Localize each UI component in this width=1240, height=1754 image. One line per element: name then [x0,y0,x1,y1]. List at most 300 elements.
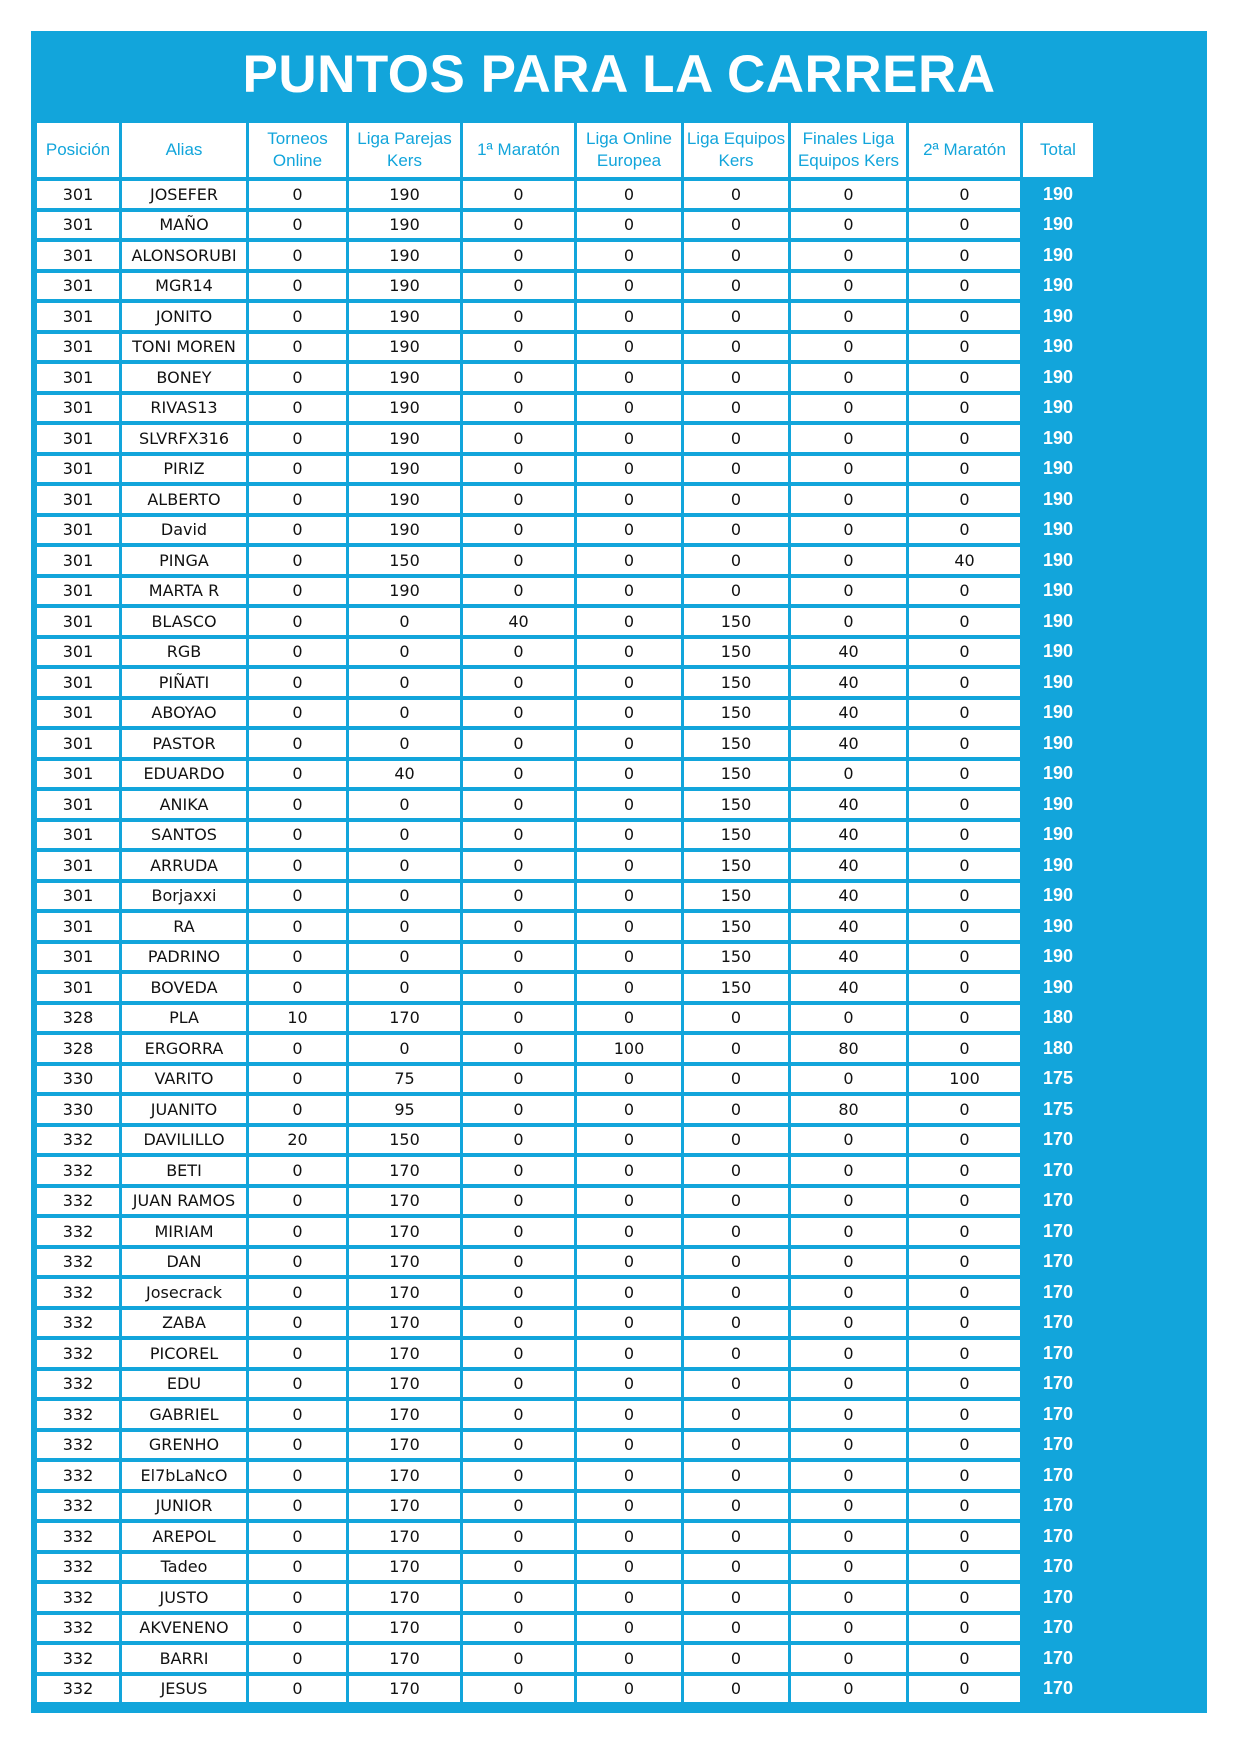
cell-total: 190 [1023,425,1093,452]
cell-posicion: 332 [37,1279,119,1306]
cell-finales-liga-equipos-kers: 0 [791,1310,906,1337]
cell-total: 170 [1023,1462,1093,1489]
cell-liga-parejas-kers: 190 [349,303,460,330]
cell-total: 170 [1023,1554,1093,1581]
cell-finales-liga-equipos-kers: 0 [791,212,906,239]
table-row [37,486,1093,513]
table-row [37,1188,1093,1215]
cell-liga-parejas-kers: 0 [349,791,460,818]
table-row [37,242,1093,269]
cell-torneos-online: 0 [249,1310,346,1337]
table-row [37,1035,1093,1062]
cell-liga-equipos-kers: 150 [684,669,788,696]
table-row [37,974,1093,1001]
table-row [37,1279,1093,1306]
cell-liga-online-europea: 0 [577,1432,681,1459]
cell-torneos-online: 0 [249,1523,346,1550]
cell-finales-liga-equipos-kers: 0 [791,1676,906,1703]
cell-2-maraton: 0 [909,669,1020,696]
cell-alias: MIRIAM [122,1218,246,1245]
cell-liga-online-europea: 0 [577,303,681,330]
cell-total: 190 [1023,852,1093,879]
cell-alias: GRENHO [122,1432,246,1459]
cell-liga-parejas-kers: 170 [349,1493,460,1520]
cell-1-maraton: 0 [463,1584,574,1611]
cell-alias: MAÑO [122,212,246,239]
header-alias: Alias [122,123,246,177]
cell-liga-parejas-kers: 190 [349,212,460,239]
cell-liga-parejas-kers: 0 [349,852,460,879]
cell-torneos-online: 0 [249,1584,346,1611]
cell-finales-liga-equipos-kers: 0 [791,456,906,483]
cell-liga-online-europea: 0 [577,1371,681,1398]
cell-liga-online-europea: 0 [577,1279,681,1306]
cell-2-maraton: 0 [909,1493,1020,1520]
cell-liga-online-europea: 0 [577,517,681,544]
cell-2-maraton: 40 [909,547,1020,574]
cell-finales-liga-equipos-kers: 0 [791,1615,906,1642]
cell-finales-liga-equipos-kers: 40 [791,791,906,818]
cell-liga-parejas-kers: 75 [349,1066,460,1093]
cell-liga-online-europea: 0 [577,761,681,788]
table-row [37,608,1093,635]
table-row [37,1096,1093,1123]
table-row [37,456,1093,483]
cell-2-maraton: 0 [909,1188,1020,1215]
cell-total: 170 [1023,1523,1093,1550]
table-row [37,1462,1093,1489]
cell-liga-equipos-kers: 0 [684,181,788,208]
cell-alias: ALBERTO [122,486,246,513]
cell-liga-equipos-kers: 0 [684,425,788,452]
cell-alias: PIÑATI [122,669,246,696]
cell-posicion: 301 [37,212,119,239]
table-row [37,273,1093,300]
cell-finales-liga-equipos-kers: 0 [791,334,906,361]
cell-alias: El7bLaNcO [122,1462,246,1489]
cell-posicion: 301 [37,852,119,879]
cell-liga-equipos-kers: 150 [684,791,788,818]
cell-liga-parejas-kers: 0 [349,639,460,666]
cell-posicion: 301 [37,669,119,696]
header-torneos-online: Torneos Online [249,123,346,177]
cell-liga-equipos-kers: 0 [684,1188,788,1215]
cell-total: 175 [1023,1096,1093,1123]
cell-liga-equipos-kers: 0 [684,1645,788,1672]
table-row [37,1249,1093,1276]
cell-finales-liga-equipos-kers: 0 [791,1157,906,1184]
cell-2-maraton: 0 [909,1157,1020,1184]
cell-posicion: 332 [37,1157,119,1184]
cell-liga-online-europea: 0 [577,1005,681,1032]
cell-posicion: 332 [37,1127,119,1154]
cell-2-maraton: 0 [909,1310,1020,1337]
cell-2-maraton: 0 [909,486,1020,513]
cell-liga-online-europea: 0 [577,1096,681,1123]
cell-liga-parejas-kers: 170 [349,1676,460,1703]
table-row [37,212,1093,239]
cell-liga-parejas-kers: 190 [349,364,460,391]
cell-2-maraton: 0 [909,1523,1020,1550]
cell-liga-parejas-kers: 170 [349,1584,460,1611]
cell-liga-online-europea: 0 [577,1615,681,1642]
table-row [37,578,1093,605]
cell-2-maraton: 0 [909,181,1020,208]
cell-2-maraton: 0 [909,1371,1020,1398]
cell-finales-liga-equipos-kers: 40 [791,639,906,666]
cell-torneos-online: 0 [249,364,346,391]
cell-1-maraton: 0 [463,242,574,269]
cell-torneos-online: 0 [249,883,346,910]
cell-1-maraton: 0 [463,273,574,300]
cell-2-maraton: 0 [909,1127,1020,1154]
cell-alias: EDUARDO [122,761,246,788]
cell-2-maraton: 0 [909,761,1020,788]
cell-posicion: 332 [37,1401,119,1428]
table-row [37,1676,1093,1703]
cell-posicion: 301 [37,974,119,1001]
cell-liga-parejas-kers: 190 [349,517,460,544]
header-2-maraton: 2ª Maratón [909,123,1020,177]
cell-torneos-online: 0 [249,181,346,208]
cell-alias: JUSTO [122,1584,246,1611]
cell-liga-parejas-kers: 170 [349,1523,460,1550]
cell-total: 175 [1023,1066,1093,1093]
cell-liga-equipos-kers: 0 [684,1035,788,1062]
cell-2-maraton: 0 [909,517,1020,544]
cell-liga-online-europea: 0 [577,1188,681,1215]
cell-total: 190 [1023,883,1093,910]
cell-torneos-online: 0 [249,730,346,757]
cell-liga-online-europea: 0 [577,578,681,605]
cell-liga-parejas-kers: 190 [349,242,460,269]
cell-2-maraton: 0 [909,974,1020,1001]
cell-torneos-online: 0 [249,395,346,422]
cell-liga-parejas-kers: 170 [349,1554,460,1581]
cell-liga-parejas-kers: 170 [349,1615,460,1642]
cell-liga-online-europea: 0 [577,425,681,452]
cell-total: 170 [1023,1371,1093,1398]
cell-liga-parejas-kers: 150 [349,1127,460,1154]
cell-liga-online-europea: 0 [577,1523,681,1550]
cell-finales-liga-equipos-kers: 0 [791,1127,906,1154]
cell-liga-equipos-kers: 0 [684,303,788,330]
cell-2-maraton: 0 [909,1005,1020,1032]
table-row [37,1127,1093,1154]
cell-2-maraton: 0 [909,456,1020,483]
cell-liga-equipos-kers: 0 [684,486,788,513]
cell-torneos-online: 0 [249,852,346,879]
cell-finales-liga-equipos-kers: 0 [791,242,906,269]
header-liga-online-europea: Liga Online Europea [577,123,681,177]
cell-finales-liga-equipos-kers: 0 [791,761,906,788]
cell-liga-online-europea: 0 [577,944,681,971]
cell-2-maraton: 100 [909,1066,1020,1093]
cell-alias: VARITO [122,1066,246,1093]
table-row [37,822,1093,849]
cell-finales-liga-equipos-kers: 40 [791,822,906,849]
cell-finales-liga-equipos-kers: 0 [791,1554,906,1581]
cell-torneos-online: 0 [249,974,346,1001]
cell-2-maraton: 0 [909,1432,1020,1459]
cell-total: 180 [1023,1035,1093,1062]
cell-total: 190 [1023,303,1093,330]
cell-alias: BARRI [122,1645,246,1672]
cell-posicion: 301 [37,181,119,208]
cell-2-maraton: 0 [909,1645,1020,1672]
cell-alias: RGB [122,639,246,666]
cell-1-maraton: 0 [463,212,574,239]
cell-liga-equipos-kers: 0 [684,1218,788,1245]
table-row [37,364,1093,391]
cell-finales-liga-equipos-kers: 40 [791,852,906,879]
cell-finales-liga-equipos-kers: 0 [791,1432,906,1459]
cell-torneos-online: 0 [249,1340,346,1367]
cell-posicion: 332 [37,1218,119,1245]
cell-liga-parejas-kers: 0 [349,883,460,910]
table-row [37,669,1093,696]
cell-liga-online-europea: 0 [577,1157,681,1184]
cell-1-maraton: 0 [463,730,574,757]
cell-liga-parejas-kers: 170 [349,1249,460,1276]
cell-liga-online-europea: 0 [577,1493,681,1520]
cell-liga-parejas-kers: 150 [349,547,460,574]
table-row [37,334,1093,361]
cell-2-maraton: 0 [909,608,1020,635]
cell-2-maraton: 0 [909,1340,1020,1367]
cell-torneos-online: 0 [249,242,346,269]
cell-liga-online-europea: 0 [577,486,681,513]
table-row [37,1371,1093,1398]
cell-liga-equipos-kers: 150 [684,913,788,940]
cell-liga-equipos-kers: 0 [684,334,788,361]
cell-alias: Tadeo [122,1554,246,1581]
table-row [37,1005,1093,1032]
table-row [37,1523,1093,1550]
cell-total: 190 [1023,578,1093,605]
cell-finales-liga-equipos-kers: 0 [791,273,906,300]
cell-posicion: 332 [37,1676,119,1703]
cell-finales-liga-equipos-kers: 0 [791,395,906,422]
cell-posicion: 301 [37,578,119,605]
cell-total: 170 [1023,1218,1093,1245]
cell-alias: PIRIZ [122,456,246,483]
cell-liga-equipos-kers: 150 [684,974,788,1001]
cell-total: 190 [1023,364,1093,391]
cell-liga-equipos-kers: 0 [684,1371,788,1398]
cell-total: 170 [1023,1188,1093,1215]
cell-liga-equipos-kers: 0 [684,212,788,239]
cell-posicion: 332 [37,1310,119,1337]
cell-2-maraton: 0 [909,822,1020,849]
cell-liga-online-europea: 0 [577,791,681,818]
cell-liga-equipos-kers: 0 [684,242,788,269]
cell-liga-online-europea: 0 [577,1676,681,1703]
cell-liga-online-europea: 0 [577,669,681,696]
cell-1-maraton: 0 [463,1279,574,1306]
cell-liga-parejas-kers: 170 [349,1645,460,1672]
cell-1-maraton: 0 [463,1249,574,1276]
cell-finales-liga-equipos-kers: 0 [791,1218,906,1245]
cell-posicion: 332 [37,1493,119,1520]
cell-posicion: 301 [37,639,119,666]
cell-alias: MARTA R [122,578,246,605]
cell-liga-equipos-kers: 0 [684,395,788,422]
cell-finales-liga-equipos-kers: 0 [791,1066,906,1093]
header-row [37,123,1093,177]
cell-liga-parejas-kers: 170 [349,1432,460,1459]
cell-posicion: 332 [37,1584,119,1611]
cell-posicion: 332 [37,1462,119,1489]
cell-finales-liga-equipos-kers: 40 [791,974,906,1001]
cell-total: 170 [1023,1645,1093,1672]
cell-alias: Borjaxxi [122,883,246,910]
header-total: Total [1023,123,1093,177]
cell-finales-liga-equipos-kers: 0 [791,1188,906,1215]
cell-total: 190 [1023,730,1093,757]
cell-liga-parejas-kers: 0 [349,730,460,757]
cell-2-maraton: 0 [909,1035,1020,1062]
cell-2-maraton: 0 [909,852,1020,879]
cell-liga-equipos-kers: 150 [684,852,788,879]
cell-1-maraton: 0 [463,1066,574,1093]
cell-liga-online-europea: 0 [577,730,681,757]
table-row [37,1493,1093,1520]
cell-1-maraton: 0 [463,517,574,544]
cell-total: 190 [1023,456,1093,483]
cell-torneos-online: 0 [249,913,346,940]
cell-posicion: 301 [37,547,119,574]
cell-2-maraton: 0 [909,242,1020,269]
cell-alias: ARRUDA [122,852,246,879]
cell-alias: JESUS [122,1676,246,1703]
table-row [37,944,1093,971]
cell-torneos-online: 0 [249,1493,346,1520]
cell-posicion: 332 [37,1645,119,1672]
cell-liga-online-europea: 0 [577,1401,681,1428]
table-row [37,1432,1093,1459]
cell-2-maraton: 0 [909,1401,1020,1428]
cell-posicion: 332 [37,1340,119,1367]
cell-liga-equipos-kers: 0 [684,1676,788,1703]
cell-posicion: 301 [37,883,119,910]
cell-1-maraton: 0 [463,1127,574,1154]
cell-torneos-online: 0 [249,1218,346,1245]
cell-liga-parejas-kers: 190 [349,456,460,483]
cell-torneos-online: 0 [249,578,346,605]
cell-finales-liga-equipos-kers: 80 [791,1035,906,1062]
cell-total: 190 [1023,944,1093,971]
cell-1-maraton: 0 [463,1462,574,1489]
cell-torneos-online: 0 [249,303,346,330]
cell-alias: BOVEDA [122,974,246,1001]
table-row [37,1066,1093,1093]
cell-liga-parejas-kers: 190 [349,425,460,452]
cell-posicion: 332 [37,1371,119,1398]
cell-alias: JUANITO [122,1096,246,1123]
cell-2-maraton: 0 [909,364,1020,391]
cell-torneos-online: 0 [249,1615,346,1642]
cell-posicion: 330 [37,1066,119,1093]
cell-total: 190 [1023,242,1093,269]
cell-1-maraton: 0 [463,364,574,391]
cell-finales-liga-equipos-kers: 0 [791,1584,906,1611]
cell-alias: AREPOL [122,1523,246,1550]
cell-posicion: 301 [37,242,119,269]
header-1-maraton: 1ª Maratón [463,123,574,177]
cell-1-maraton: 0 [463,1554,574,1581]
table-row [37,395,1093,422]
cell-liga-parejas-kers: 170 [349,1157,460,1184]
cell-1-maraton: 0 [463,913,574,940]
cell-liga-online-europea: 0 [577,1249,681,1276]
cell-alias: David [122,517,246,544]
cell-1-maraton: 0 [463,486,574,513]
cell-1-maraton: 0 [463,1340,574,1367]
cell-liga-online-europea: 0 [577,242,681,269]
cell-total: 190 [1023,517,1093,544]
cell-liga-equipos-kers: 0 [684,364,788,391]
cell-1-maraton: 0 [463,761,574,788]
cell-alias: Josecrack [122,1279,246,1306]
cell-2-maraton: 0 [909,578,1020,605]
cell-alias: ERGORRA [122,1035,246,1062]
cell-torneos-online: 0 [249,334,346,361]
cell-1-maraton: 0 [463,1371,574,1398]
cell-2-maraton: 0 [909,1218,1020,1245]
cell-liga-online-europea: 0 [577,913,681,940]
cell-alias: ANIKA [122,791,246,818]
cell-total: 190 [1023,334,1093,361]
cell-liga-equipos-kers: 150 [684,822,788,849]
cell-liga-parejas-kers: 40 [349,761,460,788]
cell-2-maraton: 0 [909,1462,1020,1489]
cell-torneos-online: 0 [249,273,346,300]
cell-liga-equipos-kers: 0 [684,1279,788,1306]
cell-liga-equipos-kers: 0 [684,517,788,544]
cell-liga-parejas-kers: 190 [349,486,460,513]
cell-liga-parejas-kers: 190 [349,181,460,208]
cell-liga-online-europea: 100 [577,1035,681,1062]
cell-2-maraton: 0 [909,1249,1020,1276]
table-row [37,913,1093,940]
header-liga-equipos-kers: Liga Equipos Kers [684,123,788,177]
cell-2-maraton: 0 [909,1584,1020,1611]
cell-2-maraton: 0 [909,1676,1020,1703]
table-row [37,883,1093,910]
cell-posicion: 301 [37,822,119,849]
cell-liga-online-europea: 0 [577,1645,681,1672]
cell-total: 170 [1023,1310,1093,1337]
cell-finales-liga-equipos-kers: 40 [791,944,906,971]
cell-liga-parejas-kers: 170 [349,1279,460,1306]
table-row [37,517,1093,544]
table-row [37,181,1093,208]
cell-liga-parejas-kers: 190 [349,395,460,422]
cell-liga-parejas-kers: 0 [349,1035,460,1062]
cell-torneos-online: 0 [249,1645,346,1672]
table-row [37,1554,1093,1581]
cell-torneos-online: 0 [249,761,346,788]
cell-torneos-online: 0 [249,669,346,696]
cell-liga-online-europea: 0 [577,1340,681,1367]
cell-liga-equipos-kers: 0 [684,1310,788,1337]
cell-liga-equipos-kers: 0 [684,1340,788,1367]
cell-total: 190 [1023,608,1093,635]
cell-liga-parejas-kers: 0 [349,822,460,849]
cell-liga-equipos-kers: 150 [684,639,788,666]
cell-torneos-online: 0 [249,1066,346,1093]
